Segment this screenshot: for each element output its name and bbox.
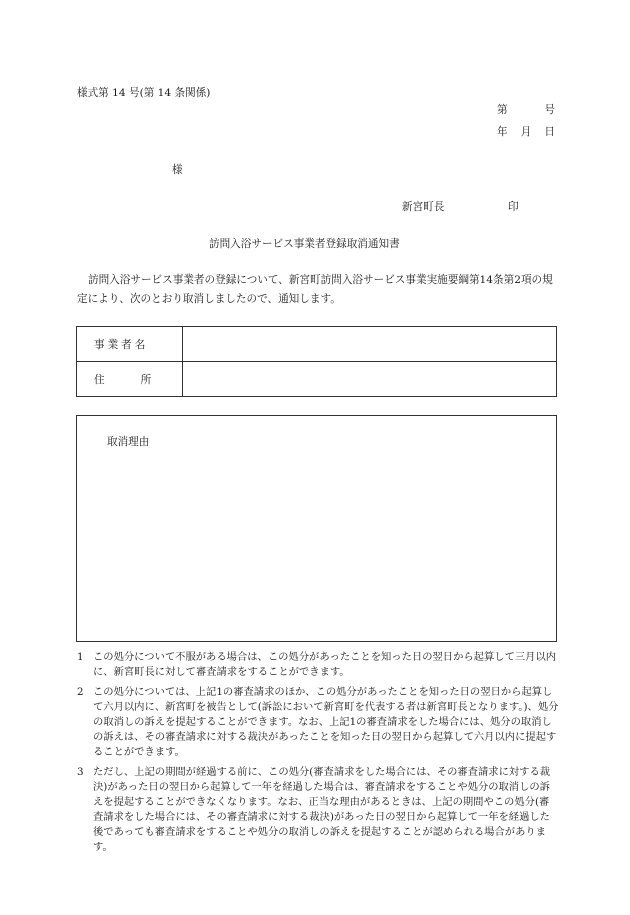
seal-mark: 印: [508, 201, 519, 213]
note-item: [77, 685, 559, 760]
form-number: 様式第 14 号(第 14 条関係): [77, 87, 211, 99]
notes-section: [77, 650, 559, 860]
note-text: この処分については、上記1の審査請求のほか、この処分があったことを知った日の翌日から起算して六月以内に、新宮町を被告として(訴訟において新宮町を代表する者は新宮町長となります。)、処分の取消しの訴えを提起することができます。なお、上記1の審査請求をした場合には、処分の取消しの訴えは、その審査請求に対する裁決があったことを知った日の翌日から起算して六月以内に提起することができます。: [93, 686, 559, 758]
business-name-label: 事業者名: [77, 327, 183, 362]
cancellation-reason-label: 取消理由: [107, 436, 150, 448]
document-title: 訪問入浴サービス事業者登録取消通知書: [209, 238, 400, 250]
note-number: 3: [77, 766, 84, 778]
cancellation-reason-box[interactable]: [76, 415, 557, 642]
address-label: [77, 362, 183, 397]
business-name-field[interactable]: [183, 327, 557, 362]
date-day: 日: [544, 126, 555, 138]
date-year: 年: [497, 126, 508, 138]
note-text: この処分について不服がある場合は、この処分があったことを知った日の翌日から起算して三月以内に、新宮町長に対して審査請求をすることができます。: [93, 651, 557, 678]
note-item: [77, 765, 559, 855]
document-number-line: [497, 102, 555, 117]
date-line: [497, 124, 555, 139]
date-month: 月: [520, 126, 532, 138]
body-paragraph: 訪問入浴サービス事業者の登録について、新宮町訪問入浴サービス事業実施要綱第14条第2項の規定により、次のとおり取消しましたので、通知します。: [77, 274, 553, 305]
business-info-table: [76, 326, 557, 397]
business-name-row: [77, 327, 557, 362]
note-number: 1: [77, 651, 84, 663]
address-label-part1: 住: [94, 373, 105, 386]
address-field[interactable]: [183, 362, 557, 397]
note-text: ただし、上記の期間が経過する前に、この処分(審査請求をした場合には、その審査請求に対する裁決)があった日の翌日から起算して一年を経過した場合は、審査請求をすることや処分の取消しの訴えを提起することができなくなります。なお、正当な理由があるときは、上記の期間やこの処分(審査請求をした場合には、その審査請求に対する裁決)があった日の翌日から起算して一年を経過した後であっても審査請求をすることや処分の取消しの訴えを提起することが認められる場合があります。: [93, 766, 551, 853]
note-number: 2: [77, 686, 84, 698]
number-dai: 第: [497, 104, 508, 116]
number-go: 号: [544, 104, 555, 116]
note-item: [77, 650, 559, 680]
issuer-title: 新宮町長: [402, 201, 445, 213]
address-label-part2: 所: [140, 373, 152, 386]
address-row: [77, 362, 557, 397]
addressee-suffix: 様: [172, 164, 183, 176]
